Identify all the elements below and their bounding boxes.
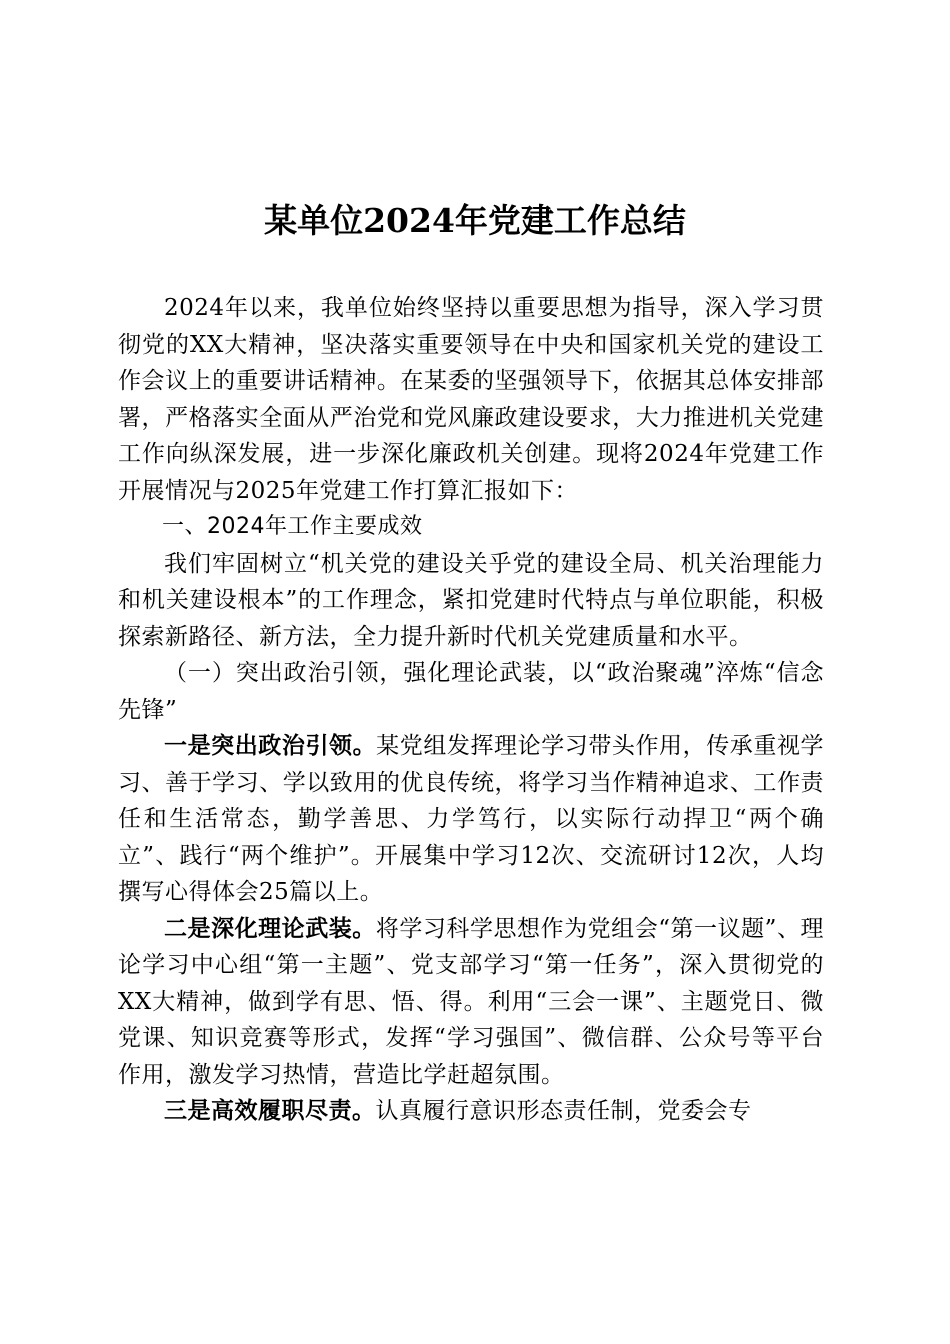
item-1-paragraph bbox=[118, 728, 824, 911]
item-2-text: 将学习科学思想作为党组会“第一议题”、理论学习中心组“第一主题”、党支部学习“第一任务”，深入贯彻党的XX大精神，做到学有思、悟、得。利用“三会一课”、主题党日、微党课、知识竞赛等形式，发挥“学习强国”、微信群、公众号等平台作用，激发学习热情，营造比学赶超氛围。 bbox=[118, 915, 824, 1088]
document-body bbox=[118, 290, 824, 1130]
item-3-lead: 三是高效履职尽责。 bbox=[164, 1097, 376, 1124]
intro-paragraph: 2024年以来，我单位始终坚持以重要思想为指导，深入学习贯彻党的XX大精神，坚决落实重要领导在中央和国家机关党的建设工作会议上的重要讲话精神。在某委的坚强领导下，依据其总体安排部署，严格落实全面从严治党和党风廉政建设要求，大力推进机关党建工作向纵深发展，进一步深化廉政机关创建。现将2024年党建工作开展情况与2025年党建工作打算汇报如下： bbox=[118, 295, 824, 504]
document-title: 某单位2024年党建工作总结 bbox=[264, 201, 686, 240]
item-1-lead: 一是突出政治引领。 bbox=[164, 732, 377, 759]
item-2-lead: 二是深化理论武装。 bbox=[164, 914, 376, 942]
item-3-text: 认真履行意识形态责任制，党委会专 bbox=[375, 1098, 752, 1124]
section-1-paragraph: 我们牢固树立“机关党的建设关乎党的建设全局、机关治理能力和机关建设根本”的工作理念，紧扣党建时代特点与单位职能，积极探索新路径、新方法，全力提升新时代机关党建质量和水平。 bbox=[118, 550, 824, 650]
item-3-paragraph bbox=[118, 1093, 824, 1130]
item-2-paragraph bbox=[118, 911, 824, 1094]
subsection-heading-1: （一）突出政治引领，强化理论武装，以“政治聚魂”淬炼“信念先锋” bbox=[118, 660, 824, 723]
section-heading-1: 一、2024年工作主要成效 bbox=[162, 514, 423, 539]
item-1-text: 某党组发挥理论学习带头作用，传承重视学习、善于学习、学以致用的优良传统，将学习当作精神追求、工作责任和生活常态，勤学善思、力学笃行，以实际行动捍卫“两个确立”、践行“两个维护”。开展集中学习12次、交流研讨12次，人均撰写心得体会25篇以上。 bbox=[118, 733, 825, 905]
